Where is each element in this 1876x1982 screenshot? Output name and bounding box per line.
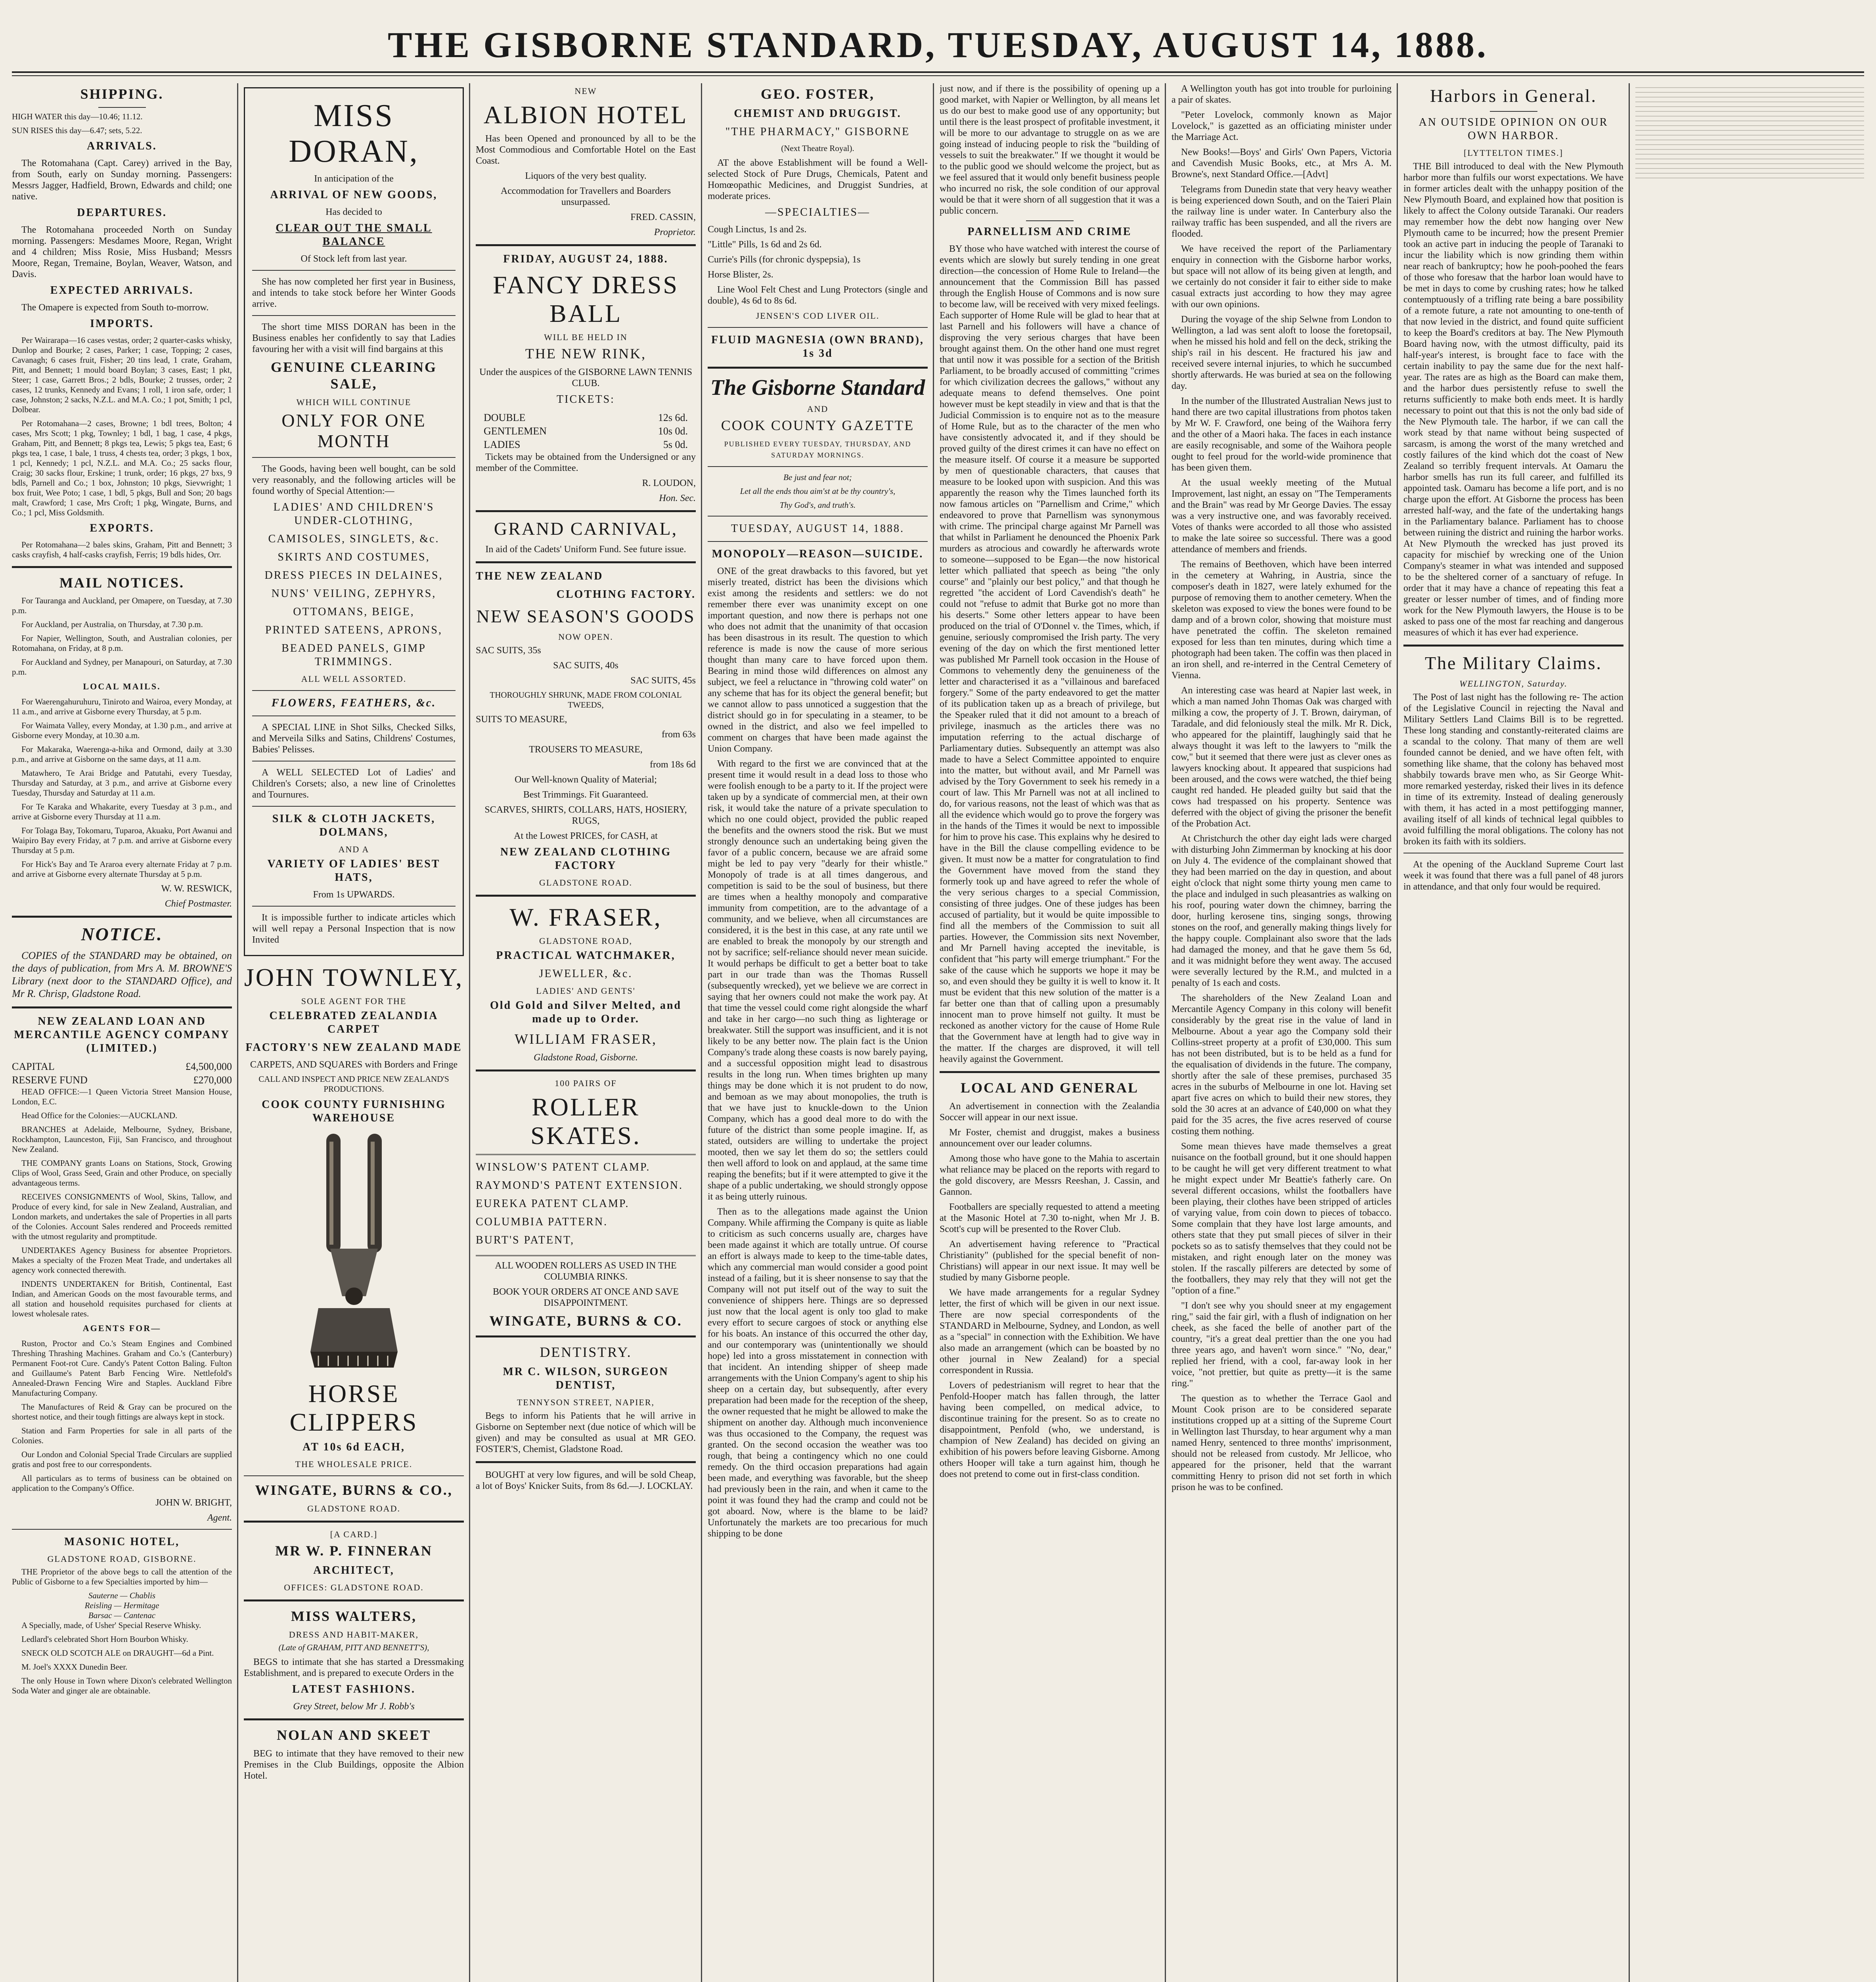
column-divider bbox=[469, 83, 470, 1982]
column-2 bbox=[244, 83, 464, 1982]
doran-item: DRESS PIECES IN DELAINES, bbox=[264, 569, 443, 582]
military-paragraph: The Post of last night has the following re- The action of the Legislative Council in rejecting the Naval and Military Settlers Land Claims Bill is to be regretted. These long standing and constantly-reiterated claims are a scandal to the colony. That many of them are well founded cannot be denied, and we have often felt, with something like shame, that the colony has behaved most shabbily towards brave men who, as Sir George Whit-more remarked yesterday, risked their lives in its defence in time of its extremity. Instead of dealing generously with them, it has acted in a most pettifogging manner, availing itself of all kinds of technical legal quibbles to avoid fulfilling the moral obligations. The colony has not broken its faith with its soldiers. bbox=[1403, 692, 1623, 847]
exports-heading: EXPORTS. bbox=[90, 522, 154, 534]
column-divider bbox=[1165, 83, 1166, 1982]
shipping-heading: SHIPPING. bbox=[80, 86, 164, 102]
nameplate-published: PUBLISHED EVERY TUESDAY, THURSDAY, AND SATURDAY MORNINGS. bbox=[724, 440, 911, 459]
harbors-paragraph: THE Bill introduced to deal with the New Plymouth harbor more than fulfils our worst expectations. We have in former articles dealt with the unhappy position of the New Plymouth Board, and explained how that position is likely to affect the Colony outside Taranaki. Our readers may remember how the debt now hanging over New Plymouth came to be incurred; how the present Premier took an active part in inducing the people of Taranaki to incur the liability which is now grinding them within near reach of bankruptcy; how he pooh-poohed the fears of those who foresaw that the harbor loan would have to be met in days to come by crushing rates; how he talked contemptuously of a trifling rate being a bare possibility of a remote future, a rate not amounting to one-tenth of that now levied in the district, and found quite sufficient to keep the Board's creditors at bay. The New Plymouth Board having now, with the utmost difficulty, paid its half-year's interest, is brought face to face with the certain inability to pay the same due for the next half-year. The rates are as high as the Board can make them, and the harbor dues persistently refuse to swell the returns sufficiently to make both ends meet. It is hardly necessary to point out that this is not the only bad side of the New Plymouth tale. The harbor, if we can call the work stead by that name without being suspected of sarcasm, is among the worst of the many wretched and costly failures of the kind which dot the coast of New Zealand so terribly frequent intervals. At Oamaru the harbor smells has run its full career, and fulfilled its appointed task. Oamaru has become a life port, and is no charge upon the effort. At Gisborne the process has been arrested half-way, and the fate of the undertaking hangs in the Parliamentary balance. Parliament has to choose between ruining the district and ruining the harbor works. At New Plymouth the wrecked has just proved its capacity for mischief by wrecking one of the Union Company's steamer in what was intended and supposed to be the sheltered corner of a sanctuary of refuge. In order that it may have a chance of repeating this feat a greater or lesser number of times, and of finding more work for the New Plymouth lawyers, the House is to be asked to pass one of the most far reaching and dangerous measures of which it has ever had experience. bbox=[1403, 161, 1623, 638]
local-mail-item: For Waerengahuruhuru, Tiniroto and Wairoa, every Monday, at 11 a.m., and arrive at Gisborne every Thursday, at 5 p.m. bbox=[12, 697, 232, 716]
expected-text: The Omapere is expected from South to-morrow. bbox=[21, 302, 209, 313]
townley-cook-county: COOK COUNTY FURNISHING WAREHOUSE bbox=[262, 1098, 446, 1124]
local-item: Among those who have gone to the Mahia to ascertain what reliance may be placed on the reports with regard to the gold discovery, are Messrs Reeshan, J. Cassin, and Gannon. bbox=[940, 1154, 1160, 1197]
roller-skates-heading: ROLLER SKATES. bbox=[530, 1093, 641, 1150]
doran-sale: GENUINE CLEARING SALE, bbox=[270, 359, 437, 392]
clippers-price: AT 10s 6d EACH, bbox=[302, 1441, 405, 1453]
wingate-address: GLADSTONE ROAD. bbox=[307, 1504, 400, 1513]
harbors-sub: AN OUTSIDE OPINION ON OUR OWN HARBOR. bbox=[1418, 116, 1608, 142]
agents-heading: AGENTS FOR— bbox=[82, 1323, 161, 1333]
masonic-only: The only House in Town where Dixon's celebrated Wellington Soda Water and ginger ale are obtainable. bbox=[12, 1676, 232, 1695]
news-item: The shareholders of the New Zealand Loan and Mercantile Agency Company in this colony will benefit considerably by the great rise in the value of land in Melbourne. About a year ago the Company sold their Collins-street property at a profit of £30,000. This sum has not been distributed, but is to be held as a fund for the equalisation of dividends in the future. The company, shortly after the sale of these premises, purchased 35 acres in the suburbs of Melbourne in one lot. Having set apart five acres on which to build their new stores, they sold the 30 acres at an advance of £40,000 on what they paid for the 35 acres, the five acres reserved of course costing them nothing. bbox=[1172, 993, 1392, 1136]
foster-magnesia: FLUID MAGNESIA (OWN BRAND), 1s 3d bbox=[711, 334, 924, 360]
clothing-line: NOW OPEN. bbox=[558, 632, 613, 642]
local-mail-item: For Hick's Bay and Te Araroa every alternate Friday at 7 p.m. and arrive at Gisborne every alternate Thursday at 5 p.m. bbox=[12, 859, 232, 879]
motto-line: Let all the ends thou aim'st at be thy country's, bbox=[740, 486, 896, 496]
military-heading: The Military Claims. bbox=[1424, 653, 1602, 673]
news-item: An interesting case was heard at Napier last week, in which a man named John Thomas Oak was charged with milking a cow, the property of J. T. Brown, dairyman, of Taradale, and did feloniously steal the milk. Mr R. Dick, who appeared for the plaintiff, laughingly said that he always thought it was left to the lawyers to "milk the cow," but it seemed that there were just as clever ones as lawyers knocking about. It appeared that suspicions had been aroused, and the cows were watched, the thief being caught red handed. He pleaded guilty but said that the cows had trespassed on his property. Sentence was deferred with the object of giving the prisoner the benefit of the Probation Act. bbox=[1172, 685, 1392, 829]
mail-item: For Tauranga and Auckland, per Omapere, on Tuesday, at 7.30 p.m. bbox=[12, 596, 232, 615]
albion-title: ALBION HOTEL bbox=[483, 101, 688, 129]
walters-late: (Late of GRAHAM, PITT AND BENNETT'S), bbox=[278, 1643, 429, 1652]
masonic-text: THE Proprietor of the above begs to call the attention of the Public of Gisborne to a few Specialties imported by him— bbox=[12, 1567, 232, 1586]
masonic-list-item: Barsac — Cantenac bbox=[88, 1611, 156, 1620]
clothing-line: Best Trimmings. Fit Guaranteed. bbox=[523, 790, 649, 800]
wilson-address: TENNYSON STREET, NAPIER, bbox=[517, 1397, 655, 1407]
motto-line: Be just and fear not; bbox=[783, 473, 852, 482]
foster-specialty: Horse Blister, 2s. bbox=[708, 270, 773, 280]
news-item: At Christchurch the other day eight lads were charged with disturbing John Zimmerman by knocking at his door on July 4. The evidence of the complainant showed that they had been married on the day in question, and about eight o'clock that night some thirty young men came to the place and indulged in such pleasantries as walking on his roof, pouring water down the chimney, barring the door, hurling kerosene tins, singing songs, throwing stones on the roof, and generally making things lively for the happy couple. Complainant also swore that the lads had damaged the money, and that he gave them 5s 6d, and it was midnight before they went away. The accused were severally lectured by the R.M., and mulcted in a penalty of 1s each and costs. bbox=[1172, 834, 1392, 988]
column-5 bbox=[940, 83, 1160, 1982]
doran-arrival: ARRIVAL OF NEW GOODS, bbox=[270, 189, 438, 201]
local-mails-heading: LOCAL MAILS. bbox=[83, 681, 161, 691]
nolan-text: BEG to intimate that they have removed to their new Premises in the Club Buildings, opposite the Albion Hotel. bbox=[244, 1749, 464, 1781]
news-item: At the usual weekly meeting of the Mutual Improvement, last night, an essay on "The Temperaments and the Brain" was read by Mr George Davies. The essay was a very instructive one, and was favorably received. Votes of thanks were accorded to all those who assisted to make the late soiree so successful. There was a good attendance of members and friends. bbox=[1172, 478, 1392, 555]
finneran-name: MR W. P. FINNERAN bbox=[275, 1543, 433, 1559]
doran-line: AND A bbox=[338, 844, 369, 854]
carnival-title: GRAND CARNIVAL, bbox=[494, 518, 678, 539]
doran-line: Of Stock left from last year. bbox=[301, 254, 407, 264]
mail-signature: W. W. RESWICK, bbox=[161, 884, 232, 894]
ball-line: Under the auspices of the GISBORNE LAWN TENNIS CLUB. bbox=[479, 367, 692, 388]
walters-title: DRESS AND HABIT-MAKER, bbox=[289, 1630, 419, 1640]
finneran-address: OFFICES: GLADSTONE ROAD. bbox=[284, 1582, 424, 1592]
masthead-title: THE GISBORNE STANDARD, TUESDAY, AUGUST 14, 1888. bbox=[387, 25, 1489, 65]
branches: BRANCHES at Adelaide, Melbourne, Sydney, Brisbane, Rockhampton, Launceston, Fiji, San Francisco, and throughout New Zealand. bbox=[12, 1125, 232, 1154]
auckland-paragraph: At the opening of the Auckland Supreme Court last week it was found that there was a full panel of 48 jurors in attendance, and that only four would be required. bbox=[1403, 859, 1623, 892]
masthead-rule-thin bbox=[12, 75, 1864, 76]
news-item: Telegrams from Dunedin state that very heavy weather is being experienced down South, and on the Taieri Plain the railway line is under water. In Canterbury also the railway traffic has been suspended, and all the rivers are flooded. bbox=[1172, 184, 1392, 239]
expected-heading: EXPECTED ARRIVALS. bbox=[50, 284, 194, 297]
clothing-address: GLADSTONE ROAD. bbox=[539, 878, 632, 888]
column-6 bbox=[1172, 83, 1392, 1982]
masonic-whisky: A Specially, made, of Usher' Special Reserve Whisky. bbox=[21, 1620, 201, 1630]
loan-signature-title: Agent. bbox=[207, 1513, 232, 1523]
manures-text: The Manufactures of Reid & Gray can be procured on the shortest notice, and their tough fittings are always kept in stock. bbox=[12, 1402, 232, 1421]
foster-pharmacy: "THE PHARMACY," GISBORNE bbox=[725, 126, 910, 138]
ball-line: WILL BE HELD IN bbox=[544, 332, 628, 342]
reserve-row: RESERVE FUND £270,000 bbox=[12, 1074, 232, 1086]
clothing-line: At the Lowest PRICES, for CASH, at bbox=[514, 831, 658, 841]
ticket-row: GENTLEMEN 10s 0d. bbox=[484, 425, 688, 437]
clothing-price: SUITS TO MEASURE, bbox=[476, 714, 567, 725]
mail-item: For Auckland and Sydney, per Manapouri, on Saturday, at 7.30 p.m. bbox=[12, 657, 232, 677]
news-item: A Wellington youth has got into trouble for purloining a pair of skates. bbox=[1172, 84, 1392, 105]
foster-specialty: Cough Linctus, 1s and 2s. bbox=[708, 224, 807, 235]
doran-flowers: FLOWERS, FEATHERS, &c. bbox=[271, 697, 436, 709]
masonic-sub: GLADSTONE ROAD, GISBORNE. bbox=[47, 1554, 197, 1564]
sun-rise: SUN RISES this day—6.47; sets, 5.22. bbox=[12, 126, 142, 135]
clothing-line: THOROUGHLY SHRUNK, MADE FROM COLONIAL TWEEDS, bbox=[490, 690, 682, 710]
agents-text: Ruston, Proctor and Co.'s Steam Engines and Combined Threshing Thrashing Machines. Graham and Co.'s (Canterbury) Permanent Foot-rot Cure. Candy's Patent Cotton Baling. Fulton and Guillaume's Patent Barb Fencing Wire. Nettlefold's Annealed-Drawn Fencing Wire and Staples. Auckland Fibre Manufacturing Company. bbox=[12, 1339, 232, 1398]
skates-line: ALL WOODEN ROLLERS AS USED IN THE COLUMBIA RINKS. bbox=[495, 1261, 677, 1282]
editorial-paragraph: With regard to the first we are convinced that at the present time it would result in a dead loss to those who were foolish enough to be a party to it. If the project were taken up by a syndicate of commercial men, at their own risk, it would take the nature of a private speculation to which no one could object, provided the public reaped the benefits and the owners stood the risk. But we must strongly denounce such an undertaking being given the favor of a public concern, because we are afraid some might be led to pay very "dearly for their whistle." Monopoly of trade is at all times dangerous, and competition is said to be the soul of business, but there are times when a healthy monopoly and comparative immunity from competition, are to the advantage of a community, and we believe, when all circumstances are considered, it is the best in this case, at any rate until we are enabled to break the monopoly by our strength and not by sacrifice; self-reliance should never mean suicide. It would perhaps be difficult to get a better boat to take part in our trade than was the Thomas Russell (subsequently wrecked), yet we believe we are correct in saying that her owners could not make the work pay. At that time the vessel could come right alongside the wharf and take in her cargo—no such thing as lighterage or breakwater. Still the support was insufficient, and it is not likely to be any better now. The plain fact is the Union Company's trade along these coasts is now barely paying, and a successful opposition might lead to disastrous results in the long run. When times brighten up many things may be done which it is not prudent to do now, and bemoan as we may about monopolies, the truth is that we have just to knuckle-down to the Union Company, which has a good deal more to do with the future of the district than some people imagine. If, as stated, outsiders are willing to undertake the project mooted, then we say let them do so; the settlers could then well afford to look on and applaud, at the same time reaping the benefits; but if it were attempted to give it the shape of a public undertaking, we should strongly oppose it as being utterly ruinous. bbox=[708, 759, 928, 1202]
clothing-factory: NEW ZEALAND CLOTHING FACTORY bbox=[500, 846, 672, 872]
townley-line: SOLE AGENT FOR THE bbox=[301, 996, 407, 1006]
townley-line: CARPETS, AND SQUARES with Borders and Fringe bbox=[250, 1060, 458, 1070]
fancy-ball-title: FANCY DRESS BALL bbox=[493, 271, 679, 327]
doran-text: A SPECIAL LINE in Shot Silks, Checked Silks, and Merveila Silks and Satins, Childrens' Costumes, Babies' Pelisses. bbox=[252, 722, 456, 755]
dentistry-heading: DENTISTRY. bbox=[540, 1344, 632, 1360]
nolan-name: NOLAN AND SKEET bbox=[276, 1727, 431, 1743]
clothing-heading: THE NEW ZEALAND bbox=[476, 570, 603, 582]
skates-pairs: 100 PAIRS OF bbox=[555, 1078, 617, 1088]
clothing-price: from 63s bbox=[662, 729, 696, 740]
walters-fashions: LATEST FASHIONS. bbox=[292, 1683, 415, 1695]
news-item: "Peter Lovelock, commonly known as Major Lovelock," is gazetted as an officiating minister under the Marriage Act. bbox=[1172, 110, 1392, 142]
foster-text: AT the above Establishment will be found a Well-selected Stock of Pure Drugs, Chemicals, Patent and Homœopathic Medicines, and Druggist Sundries, at moderate prices. bbox=[708, 158, 928, 201]
mail-item: For Auckland, per Australia, on Thursday, at 7.30 p.m. bbox=[21, 620, 203, 629]
local-mail-item: For Makaraka, Waerenga-a-hika and Ormond, daily at 3.30 p.m., and arrive at Gisborne on the same days, at 11 a.m. bbox=[12, 744, 232, 764]
doran-text: The Goods, having been well bought, can be sold very reasonably, and the following articles will be found worthy of Special Attention:— bbox=[252, 464, 456, 496]
doran-variety: VARIETY OF LADIES' BEST HATS, bbox=[267, 858, 440, 884]
doran-item: SKIRTS AND COSTUMES, bbox=[278, 551, 430, 563]
capital-row: CAPITAL £4,500,000 bbox=[12, 1061, 232, 1072]
doran-text: She has now completed her first year in Business, and intends to take stock before her Winter Goods arrive. bbox=[252, 277, 456, 309]
horse-clippers-heading: HORSE CLIPPERS bbox=[289, 1379, 418, 1436]
editorial-heading: MONOPOLY—REASON—SUICIDE. bbox=[712, 548, 924, 560]
local-item: An advertisement having reference to "Practical Christianity" (published for the special benefit of non-Christians) will appear in our next issue. It may well be studied by many Gisborne people. bbox=[940, 1239, 1160, 1283]
albion-line: Liquors of the very best quality. bbox=[525, 171, 647, 181]
townley-line: FACTORY'S NEW ZEALAND MADE bbox=[245, 1041, 462, 1054]
news-item: During the voyage of the ship Selwne from London to Wellington, a lad was sent aloft to loose the foretopsail, when he missed his hold and fell on the deck, striking the ship's rail in his descent. He fractured his jaw and received severe internal injuries, to which he succumbed shortly afterwards. He was buried at sea on the following day. bbox=[1172, 314, 1392, 391]
local-general-heading: LOCAL AND GENERAL bbox=[960, 1080, 1139, 1096]
stations-text: Station and Farm Properties for sale in all parts of the Colonies. bbox=[12, 1426, 232, 1445]
parnellism-paragraph: BY those who have watched with interest the course of events which are slowly but surely tending in one great direction—the concession of Home Rule to Ireland—the announcement that the Commission Bill has passed through the English House of Commons and is now sure to become law, will be received with very mixed feelings. Each supporter of Home Rule will be glad to hear that at last Parnell and his followers will have a chance of disproving the very serious charges that have been brought against them. On the other hand one must regret that until now it was possible for a section of the British Parliament, to be broadly accused of committing "crimes for which civilization decrees the gallows," without any adequate means to defend themselves. One point however must be kept steadily in view and that is that the Judicial Commission is to enquire not as to the measure of Home Rule, but as to the character of the men who have consistently advocated it, and if they should be proved guilty of the direst crimes it can have no effect on the measure itself. Of course it a measure be supported by men of questionable characters, that causes that measure to be looked upon with suspicion. And this was apparently the reason why the Times launched forth its now famous articles on "Parnellism and Crime," which endeavored to prove that Parnellism was synonymous with crime. The principal charge against Mr Parnell was that whilst in Parliament he denounced the Phoenix Park murders as atrocious and cowardly he afterwards wrote to someone—supposed to be Egan—the now historical letter which palliated that speech as being "the only course" and "plainly our best policy," and that though he regretted "the accident of Lord Cavendish's death" he could not "refuse to admit that Burke got no more than his deserts." Some other letters appear to have been produced on the trial of O'Donnel v. the Times, which, if genuine, seriously compromised the Irish party. The very evening of the day on which the first mentioned letter was published Mr Parnell took occasion in the House of Commons to vehemently deny the genuineness of the letter and characterised it as a "villainous and barefaced forgery." Some of the party endeavored to get the matter of its publication taken up as a breach of privilege, but the Speaker ruled that it did not amount to a breach of privilege, inasmuch as the articles there was no imputation referring to the actual discharge of Parliamentary duties. Subsequently an attempt was also made to have a Select Committee appointed to enquire into the matter, but without avail, and Mr Parnell was advised by the Tory Government to seek his remedy in a court of law. This Mr Parnell was not at all inclined to do, for various reasons, not the least of which was that as all the evidence which would go to prove the forgery was in the hands of the Times it would be next to impossible for him to prove his case. This explains why he desired to have in the Bill the clause compelling evidence to be given. It must now be a matter for congratulation to find the Government have moved from the stand they formerly took up and have agreed to refer the whole of the very serious charges to a special Commission, consisting of three judges. One of these judges has been accused of partiality, but it would be quite impossible to find all the members of the Commission to suit all parties. However, the Commission sits next November, and Mr Parnell having accepted the inevitable, is confident that "his party will emerge triumphant." For the sake of the cause which he supports we hope it may be so, and even should they be guilty it is well to know it. It must be evident that this new solution of the matter is a far better one than that of calling upon a presumably innocent man to prove himself not guilty. It must be reckoned as another victory for the cause of Home Rule that the Government have at length had to give way in the matter. If the charges are disproved, it will tell heavily against the Government. bbox=[940, 244, 1160, 1064]
exports-text: Per Rotomahana—2 bales skins, Graham, Pitt and Bennett; 3 casks crayfish, 4 half-casks crayfish, Ferris; 19 bdls hides, Orr. bbox=[12, 540, 232, 559]
ball-signature-title: Hon. Sec. bbox=[659, 493, 696, 503]
news-item: New Books!—Boys' and Girls' Own Papers, Victoria and Cavendish Music Books, etc., at Mrs A. M. Browne's, next Standard Office.—[Advt] bbox=[1172, 147, 1392, 180]
foster-felt: Line Wool Felt Chest and Lung Protectors (single and double), 4s 6d to 8s 6d. bbox=[708, 285, 928, 306]
ticket-row: LADIES 5s 0d. bbox=[484, 439, 688, 450]
doran-line: In anticipation of the bbox=[314, 174, 394, 184]
albion-signature-title: Proprietor. bbox=[654, 227, 696, 237]
new-season-heading: NEW SEASON'S GOODS bbox=[476, 606, 695, 626]
fraser-address: GLADSTONE ROAD, bbox=[539, 936, 632, 946]
ball-venue: THE NEW RINK, bbox=[525, 346, 647, 362]
locklay-text: BOUGHT at very low figures, and will be sold Cheap, a lot of Boys' Knicker Suits, from 8s 6d.—J. LOCKLAY. bbox=[476, 1470, 696, 1491]
clothing-price: TROUSERS TO MEASURE, bbox=[529, 744, 643, 755]
skate-item: WINSLOW'S PATENT CLAMP. bbox=[476, 1161, 651, 1173]
doran-title: MISS DORAN, bbox=[289, 98, 419, 169]
parnellism-heading: PARNELLISM AND CRIME bbox=[967, 226, 1132, 238]
departures-heading: DEPARTURES. bbox=[77, 207, 167, 219]
column-divider bbox=[237, 83, 238, 1982]
local-item: We have made arrangements for a regular Sydney letter, the first of which will be given in our next issue. There are now special correspondents of the STANDARD in Melbourne, Sydney, and London, as well as a "special" in connection with the Exhibition. We have also made an arrangement (which can be boasted by no other journal in New Zealand) for a special correspondent in Russia. bbox=[940, 1288, 1160, 1376]
issue-date: TUESDAY, AUGUST 14, 1888. bbox=[731, 522, 904, 535]
loan-text: UNDERTAKES Agency Business for absentee Proprietors. Makes a specialty of the Frozen Meat Trade, and undertakes all agency work connected therewith. bbox=[12, 1245, 232, 1275]
column-1 bbox=[12, 83, 232, 1982]
faded-text-area bbox=[1635, 87, 1864, 178]
news-item: We have received the report of the Parliamentary enquiry in connection with the Gisborne harbor works, but space will not allow of its being given at length, and we certainly do not consider it fair to either side to make casual extracts just according to how they may agree with our own opinions. bbox=[1172, 244, 1392, 310]
mail-signature-title: Chief Postmaster. bbox=[165, 899, 232, 909]
column-8 bbox=[1635, 83, 1864, 1982]
clothing-price: from 18s 6d bbox=[650, 760, 696, 770]
loan-text: THE COMPANY grants Loans on Stations, Stock, Growing Clips of Wool, Grass Seed, Grain and other Produce, on specially advantageous terms. bbox=[12, 1158, 232, 1188]
doran-item: NUNS' VEILING, ZEPHYRS, bbox=[271, 587, 436, 600]
loan-text: INDENTS UNDERTAKEN for British, Continental, East Indian, and American Goods on the most favourable terms, and all station and household requisites purchased for clients at lowest wholesale rates. bbox=[12, 1279, 232, 1318]
doran-advert bbox=[244, 87, 464, 956]
news-item: The remains of Beethoven, which have been interred in the cemetery at Wahring, in Austria, since the composer's death in 1827, were lately exhumed for the purpose of removing them to another cemetery. When the skeleton was exposed to view the bones were found to be damp and of a brown color, showing that moisture must have penetrated the coffin. The skeleton remained exposed for less than ten minutes, during which time a photograph had been taken. The coffin was then placed in an iron shell, and re-interred in the Central Cemetery of Vienna. bbox=[1172, 559, 1392, 681]
skate-item: COLUMBIA PATTERN. bbox=[476, 1216, 608, 1228]
circulars-text: Our London and Colonial Special Trade Circulars are supplied gratis and post free to our correspondents. bbox=[12, 1450, 232, 1469]
albion-signature: FRED. CASSIN, bbox=[630, 212, 696, 222]
doran-line: ALL WELL ASSORTED. bbox=[301, 674, 407, 684]
military-dateline: WELLINGTON, Saturday. bbox=[1459, 679, 1568, 689]
foster-address: (Next Theatre Royal). bbox=[781, 143, 854, 153]
local-mail-item: For Tolaga Bay, Tokomaru, Tuparoa, Akuaku, Port Awanui and Waipiro Bay every Friday, at 7 p.m. and arrive at Gisborne every Thursday at 5 p.m. bbox=[12, 826, 232, 855]
masonic-heading: MASONIC HOTEL, bbox=[64, 1536, 180, 1548]
ball-signature: R. LOUDON, bbox=[642, 478, 696, 488]
fraser-address-2: Gladstone Road, Gisborne. bbox=[534, 1052, 638, 1063]
news-item: Some mean thieves have made themselves a great nuisance on the football ground, but it one should happen to be caught he will get very different treatment to what he might expect under Mr Beattie's fatherly care. On several different occasions, whilst the footballers have been playing, their clothes have been stripped of articles of varying value, from coin down to pieces of tobacco. Some complain that they have lost large amounts, and others state that they put small pieces of silver in their pockets so as to satisfy themselves that they could not be mistaken, and right enough later on the money was stolen. If the rascally pilferers are detected by some of the footballers, they may rely that they will not get the "option of a fine." bbox=[1172, 1141, 1392, 1296]
albion-new: NEW bbox=[574, 86, 597, 96]
doran-text: The short time MISS DORAN has been in the Business enables her confidently to say that Ladies favouring her with a visit will find bargains at this bbox=[252, 322, 456, 354]
foster-specialties-heading: —SPECIALTIES— bbox=[765, 206, 871, 218]
clothing-line: SCARVES, SHIRTS, COLLARS, HATS, HOSIERY, RUGS, bbox=[484, 805, 687, 826]
skates-line: BOOK YOUR ORDERS AT ONCE AND SAVE DISAPPOINTMENT. bbox=[493, 1287, 679, 1308]
doran-text: A WELL SELECTED Lot of Ladies' and Children's Corsets; also, a new line of Crinolettes and Tournures. bbox=[252, 767, 456, 800]
news-item: "I don't see why you should sneer at my engagement ring," said the fair girl, with a flush of indignation on her cheek, as she faced the belle of another part of the country, "it's a great deal prettier than the one you had three years ago, and haven't worn since." "No, dear," replied her friend, with a cool, far-away look in her voice, "not prettier, but quite as pretty—it is the same ring." bbox=[1172, 1301, 1392, 1389]
news-item: In the number of the Illustrated Australian News just to hand there are two capital illustrations from photos taken by Mr W. F. Crawford, one being of the Waihora ferry and the other of a Maori haka. The faces in each instance are easily recognisable, and some of the Waihora people ought to feel proud for the world-wide prominence that has been given them. bbox=[1172, 396, 1392, 473]
local-item: Lovers of pedestrianism will regret to hear that the Penfold-Hooper match has fallen through, the latter having been compelled, on medical advice, to discontinue training for the present. So as to create no disappointment, Penfold (who, we understand, is champion of New Zealand) has decided on giving an exhibition of his powers before leaving Gisborne. Among others Hooper will take a turn against him, though he does not pretend to come out in first-class condition. bbox=[940, 1380, 1160, 1479]
editorial-paragraph: Then as to the allegations made against the Union Company. While affirming the Company is quite as liable to criticism as such concerns usually are, charges have been made against it which are totally untrue. Of course an effort is always made to keep to the time-table dates, which any commercial man would consider a good point instead of a failing, but it is sheer nonsense to say that the Company will not put itself out of the way to suit the convenience of shippers here. Things are so depressed just now that the local agent is only too glad to make every effort to secure cargoes of stock or anything else for his boats. An instance of this occurred the other day, and our contemporary was (unintentionally we should hope) led into a gross misstatement in connection with that incident. An intending shipper of sheep made arrangements with the Union Company's agent to ship his sheep on a certain day, but subsequently, after every preparation had been made for the reception of the sheep, the owner requested that he might be allowed to make the shipment on another day. Although much inconvenience was thus occasioned to the Company, the request was granted. On the second occasion the weather was too rough, that being a contingency which no one could remedy. On the third occasion preparations had again been made, and everything was favorable, but the sheep had previously been in the rain, and when it came to the point it was found they had the cramp and could not be got aboard. Now, where is the blame to be laid? Unfortunately the markets are too precarious for much shipping to be done bbox=[708, 1207, 928, 1539]
colony-office: Head Office for the Colonies:—AUCKLAND. bbox=[21, 1111, 178, 1120]
local-item: Mr Foster, chemist and druggist, makes a business announcement over our leader columns. bbox=[940, 1127, 1160, 1149]
wilson-name: MR C. WILSON, SURGEON DENTIST, bbox=[503, 1366, 669, 1391]
loan-text: RECEIVES CONSIGNMENTS of Wool, Skins, Tallow, and Produce of every kind, for sale in New Zealand, Australian, and London markets, and undertakes the sale of Properties in all parts of the Colonies. Account Sales rendered and Proceeds remitted with the utmost regularity and promptitude. bbox=[12, 1192, 232, 1241]
masonic-ledlard: Ledlard's celebrated Short Horn Bourbon Whisky. bbox=[21, 1634, 188, 1644]
arrivals-text: The Rotomahana (Capt. Carey) arrived in the Bay, from South, early on Sunday morning. Passengers: Messrs Jagger, Hadfield, Brown, Edwards and child; one native. bbox=[12, 158, 232, 202]
local-mail-item: Matawhero, Te Arai Bridge and Patutahi, every Tuesday, Thursday and Saturday, at 3 p.m., and arrive at Gisborne every Tuesday, Thursday and Saturday at 11 a.m. bbox=[12, 768, 232, 798]
wingate-name: WINGATE, BURNS & CO., bbox=[255, 1482, 453, 1498]
doran-item: CAMISOLES, SINGLETS, &c. bbox=[268, 533, 440, 545]
local-item: An advertisement in connection with the Zealandia Soccer will appear in our next issue. bbox=[940, 1101, 1160, 1123]
townley-line: CALL AND INSPECT AND PRICE NEW ZEALAND'S PRODUCTIONS. bbox=[258, 1074, 449, 1094]
wingate-name-2: WINGATE, BURNS & CO. bbox=[489, 1313, 682, 1329]
wilson-text: Begs to inform his Patients that he will arrive in Gisborne on September next (due notice of which will be given) and may be consulted as usual at MR GEO. FOSTER'S, Chemist, Gladstone Road. bbox=[476, 1411, 696, 1454]
ball-date: FRIDAY, AUGUST 24, 1888. bbox=[503, 253, 668, 265]
horse-clippers-illustration bbox=[291, 1130, 417, 1376]
walters-name: MISS WALTERS, bbox=[291, 1608, 417, 1624]
albion-line: Accommodation for Travellers and Boarders unsurpassed. bbox=[500, 186, 671, 207]
nz-loan-heading: NEW ZEALAND LOAN AND MERCANTILE AGENCY COMPANY (LIMITED.) bbox=[14, 1015, 230, 1054]
fraser-line: LADIES' AND GENTS' bbox=[536, 986, 636, 996]
column-4 bbox=[708, 83, 928, 1982]
fraser-title: W. FRASER, bbox=[509, 903, 662, 931]
clothing-price: SAC SUITS, 40s bbox=[553, 660, 618, 671]
finneran-title: ARCHITECT, bbox=[313, 1564, 394, 1576]
nameplate-sub: COOK COUNTY GAZETTE bbox=[721, 417, 915, 433]
particulars-text: All particulars as to terms of business can be obtained on application to the Company's Office. bbox=[12, 1473, 232, 1493]
local-mail-item: For Waimata Valley, every Monday, at 1.30 p.m., and arrive at Gisborne every Monday, at 10.30 a.m. bbox=[12, 721, 232, 740]
doran-item: LADIES' AND CHILDREN'S UNDER-CLOTHING, bbox=[273, 501, 435, 527]
fraser-signature: WILLIAM FRASER, bbox=[515, 1031, 657, 1047]
carnival-sub: In aid of the Cadets' Uniform Fund. See future issue. bbox=[485, 544, 686, 555]
townley-title: JOHN TOWNLEY, bbox=[244, 963, 464, 991]
harbors-source: [LYTTELTON TIMES.] bbox=[1464, 148, 1563, 158]
column-divider bbox=[1629, 83, 1630, 1982]
imports-text: Per Wairarapa—16 cases vestas, order; 2 quarter-casks whisky, Dunlop and Bourke; 2 cases, Parker; 1 case, Topping; 2 cases, Cavanagh; 6 cases fruit, Fisher; 20 tins lead, 1 crate, Graham, Pitt, and Bennett; 1 mould board Boylan; 3 cases, East; 1 pkt, Steer; 1 case, Garrett Bros.; 2 bdls, Bourke; 2 trusses, order; 2 cases, 12 trunks, Kennedy and Evans; 1 roll, 1 iron safe, order; 1 case, Johnston; 2 sacks, N.Z.L. and M.A. Co.; 1 pot, Smith; 1 pcl, Dolbear. bbox=[12, 335, 232, 414]
arrivals-heading: ARRIVALS. bbox=[87, 140, 157, 152]
editorial-paragraph: ONE of the great drawbacks to this favored, but yet miserly treated, district has been the divisions which exist among the residents and settlers: we do not remember there ever was unanimity except on one important question, and now there is perhaps not one who does not admit that the unanimity of that occasion has been disastrous in its result. The question to which reference is made is now the cause of more serious thought than many care to have forced upon them. Bearing in mind those wild differences on almost any subject, we feel a reluctance in "throwing cold water" on any scheme that has for its object the general benefit; but we cannot allow to pass unnoticed a suggestion that the district should go in for speculating in a steamer, to be owned in the district, and also we feel impelled to comment on charges that have been made against the Union Company. bbox=[708, 566, 928, 754]
column-divider bbox=[701, 83, 702, 1982]
clothing-line: Our Well-known Quality of Material; bbox=[515, 775, 657, 785]
walters-address: Grey Street, below Mr J. Robb's bbox=[293, 1701, 415, 1712]
masthead-rule bbox=[12, 71, 1864, 73]
head-office: HEAD OFFICE:—1 Queen Victoria Street Mansion House, London, E.C. bbox=[12, 1087, 232, 1106]
local-mail-item: For Te Karaka and Whakarite, every Tuesday at 3 p.m., and arrive at Gisborne every Thursday at 11 a.m. bbox=[12, 802, 232, 821]
townley-line: CELEBRATED ZEALANDIA CARPET bbox=[269, 1010, 438, 1035]
column-7 bbox=[1403, 83, 1623, 1982]
nameplate-and: AND bbox=[807, 404, 829, 414]
local-item: Footballers are specially requested to attend a meeting at the Masonic Hotel at 7.30 to-night, when Mr J. B. Scott's cup will be presented to the Rover Club. bbox=[940, 1202, 1160, 1234]
doran-silk: SILK & CLOTH JACKETS, DOLMANS, bbox=[272, 813, 436, 838]
doran-line: Has decided to bbox=[325, 207, 382, 217]
card-label: [A CARD.] bbox=[330, 1529, 378, 1539]
doran-item: OTTOMANS, BEIGE, bbox=[293, 606, 415, 618]
ticket-row: DOUBLE 12s 6d. bbox=[484, 412, 688, 423]
skate-item: BURT'S PATENT, bbox=[476, 1234, 575, 1246]
motto-line: Thy God's, and truth's. bbox=[779, 500, 856, 510]
imports-text-2: Per Rotomahana—2 cases, Browne; 1 bdl trees, Bolton; 4 cases, Mrs Scott; 1 pkg, Townley; 1 bdl, 1 bag, 1 case, 4 pkgs, Graham, Pitt, and Bennett; 8 pkgs tea, Lewis; 5 pkgs tea, East; 6 pkgs tea, 1 case, 1 bale, 1 truss, 4 chests tea, order; 3 pkgs, 1 box, 1 pcl, Kennedy; 1 pcl, N.Z.L. and M.A. Co.; 25 sacks flour, Craig; 30 sacks flour, Erskine; 1 trunk, order; 16 pkgs, 27 bxs, 9 bdls, Parnell and Co.; 1 box, Johnston; 10 pkgs, Sievwright; 1 box fruit, Wee Poto; 1 case, 1 bdl, 5 pkgs, Bull and Son; 20 bags malt, Crawford; 1 case, Mrs Croft; 1 pkg, Wingate, Burns, and Co.; 1 pcl, Miss Goldsmith. bbox=[12, 419, 232, 517]
foster-name: GEO. FOSTER, bbox=[760, 86, 875, 102]
foster-specialty: "Little" Pills, 1s 6d and 2s 6d. bbox=[708, 239, 822, 250]
clothing-heading: CLOTHING FACTORY. bbox=[556, 588, 696, 601]
doran-item: BEADED PANELS, GIMP TRIMMINGS. bbox=[281, 642, 426, 668]
tickets-heading: TICKETS: bbox=[557, 393, 615, 406]
mail-item: For Napier, Wellington, South, and Australian colonies, per Rotomahana, on Friday, at 8 p.m. bbox=[12, 633, 232, 653]
doran-item: PRINTED SATEENS, APRONS, bbox=[265, 624, 442, 636]
fraser-line: PRACTICAL WATCHMAKER, bbox=[496, 949, 676, 962]
news-item: The question as to whether the Terrace Gaol and Mount Cook prison are to be considered separate institutions cropped up at a sitting of the Supreme Court in Wellington last Thursday, to hear argument why a man named Henry, sentenced to three months' imprisonment, should not be released from custody. Mr Jellicoe, who appeared for the prisoner, held that the warrant committing Henry to prison did not set forth in which prison he was to be confined. bbox=[1172, 1393, 1392, 1492]
column-3 bbox=[476, 83, 696, 1982]
clothing-price: SAC SUITS, 45s bbox=[630, 675, 696, 686]
masonic-list-item: Sauterne — Chablis bbox=[88, 1591, 156, 1600]
skate-item: RAYMOND'S PATENT EXTENSION. bbox=[476, 1179, 683, 1192]
doran-clear-out: CLEAR OUT THE SMALL BALANCE bbox=[276, 222, 432, 248]
newspaper-nameplate: The Gisborne Standard bbox=[710, 375, 925, 400]
editorial-continued: just now, and if there is the possibility of opening up a good market, with Napier or Wellington, by all means let us do our best to make good use of any opportunity; but until there is the least prospect of profitable investment, it will be more to our advantage to struggle on as we are going instead of inducing people to risk the "building of vessels to suit the breakwater." If we thought it would be to the public good we should welcome the project, but as we feel assured that it would only benefit business people who incurred no risk, the sole condition of our approval would be that it were shorn of all suggestion that it was a public concern. bbox=[940, 84, 1160, 216]
albion-text: Has been Opened and pronounced by all to be the Most Commodious and Comfortable Hotel on the East Coast. bbox=[476, 134, 696, 166]
loan-signature: JOHN W. BRIGHT, bbox=[155, 1498, 232, 1508]
departures-text: The Rotomahana proceeded North on Sunday morning. Passengers: Mesdames Moore, Regan, Wright and 4 children; Miss Rosie, Miss Husband; Messrs Moore, Regan, Tremaine, Boylan, Weaver, Watson, and Davis. bbox=[12, 225, 232, 279]
imports-heading: IMPORTS. bbox=[90, 318, 154, 330]
doran-line: From 1s UPWARDS. bbox=[313, 890, 395, 900]
harbors-heading: Harbors in General. bbox=[1430, 86, 1597, 106]
foster-title: CHEMIST AND DRUGGIST. bbox=[734, 107, 902, 120]
high-water: HIGH WATER this day—10.46; 11.12. bbox=[12, 112, 143, 121]
column-divider bbox=[933, 83, 934, 1982]
doran-text: It is impossible further to indicate articles which will well repay a Personal Inspection that is now Invited bbox=[252, 913, 456, 945]
foster-jensen: JENSEN'S COD LIVER OIL. bbox=[756, 311, 880, 321]
foster-specialty: Currie's Pills (for chronic dyspepsia), 1s bbox=[708, 254, 861, 265]
skate-item: EUREKA PATENT CLAMP. bbox=[476, 1198, 630, 1210]
column-divider bbox=[1397, 83, 1398, 1982]
notice-heading: NOTICE. bbox=[81, 924, 163, 944]
masonic-dunedin: M. Joel's XXXX Dunedin Beer. bbox=[21, 1662, 128, 1672]
doran-line: WHICH WILL CONTINUE bbox=[296, 397, 412, 407]
tickets-note: Tickets may be obtained from the Undersigned or any member of the Committee. bbox=[476, 452, 696, 473]
fraser-line: Old Gold and Silver Melted, and made up to Order. bbox=[490, 999, 681, 1025]
doran-one-month: ONLY FOR ONE MONTH bbox=[281, 410, 426, 451]
clothing-price: SAC SUITS, 35s bbox=[476, 645, 541, 656]
masonic-sneck: SNECK OLD SCOTCH ALE on DRAUGHT—6d a Pint. bbox=[21, 1648, 214, 1658]
fraser-line: JEWELLER, &c. bbox=[539, 968, 633, 980]
notice-text: COPIES of the STANDARD may be obtained, on the days of publication, from Mrs A. M. BROWNE'S Library (next door to the STANDARD Office), and Mr R. Chrisp, Gladstone Road. bbox=[12, 950, 232, 999]
masonic-list-item: Reisling — Hermitage bbox=[84, 1601, 159, 1610]
walters-text: BEGS to intimate that she has started a Dressmaking Establishment, and is prepared to execute Orders in the bbox=[244, 1657, 464, 1678]
mail-notices-heading: MAIL NOTICES. bbox=[59, 575, 185, 591]
clippers-line: THE WHOLESALE PRICE. bbox=[295, 1459, 413, 1469]
